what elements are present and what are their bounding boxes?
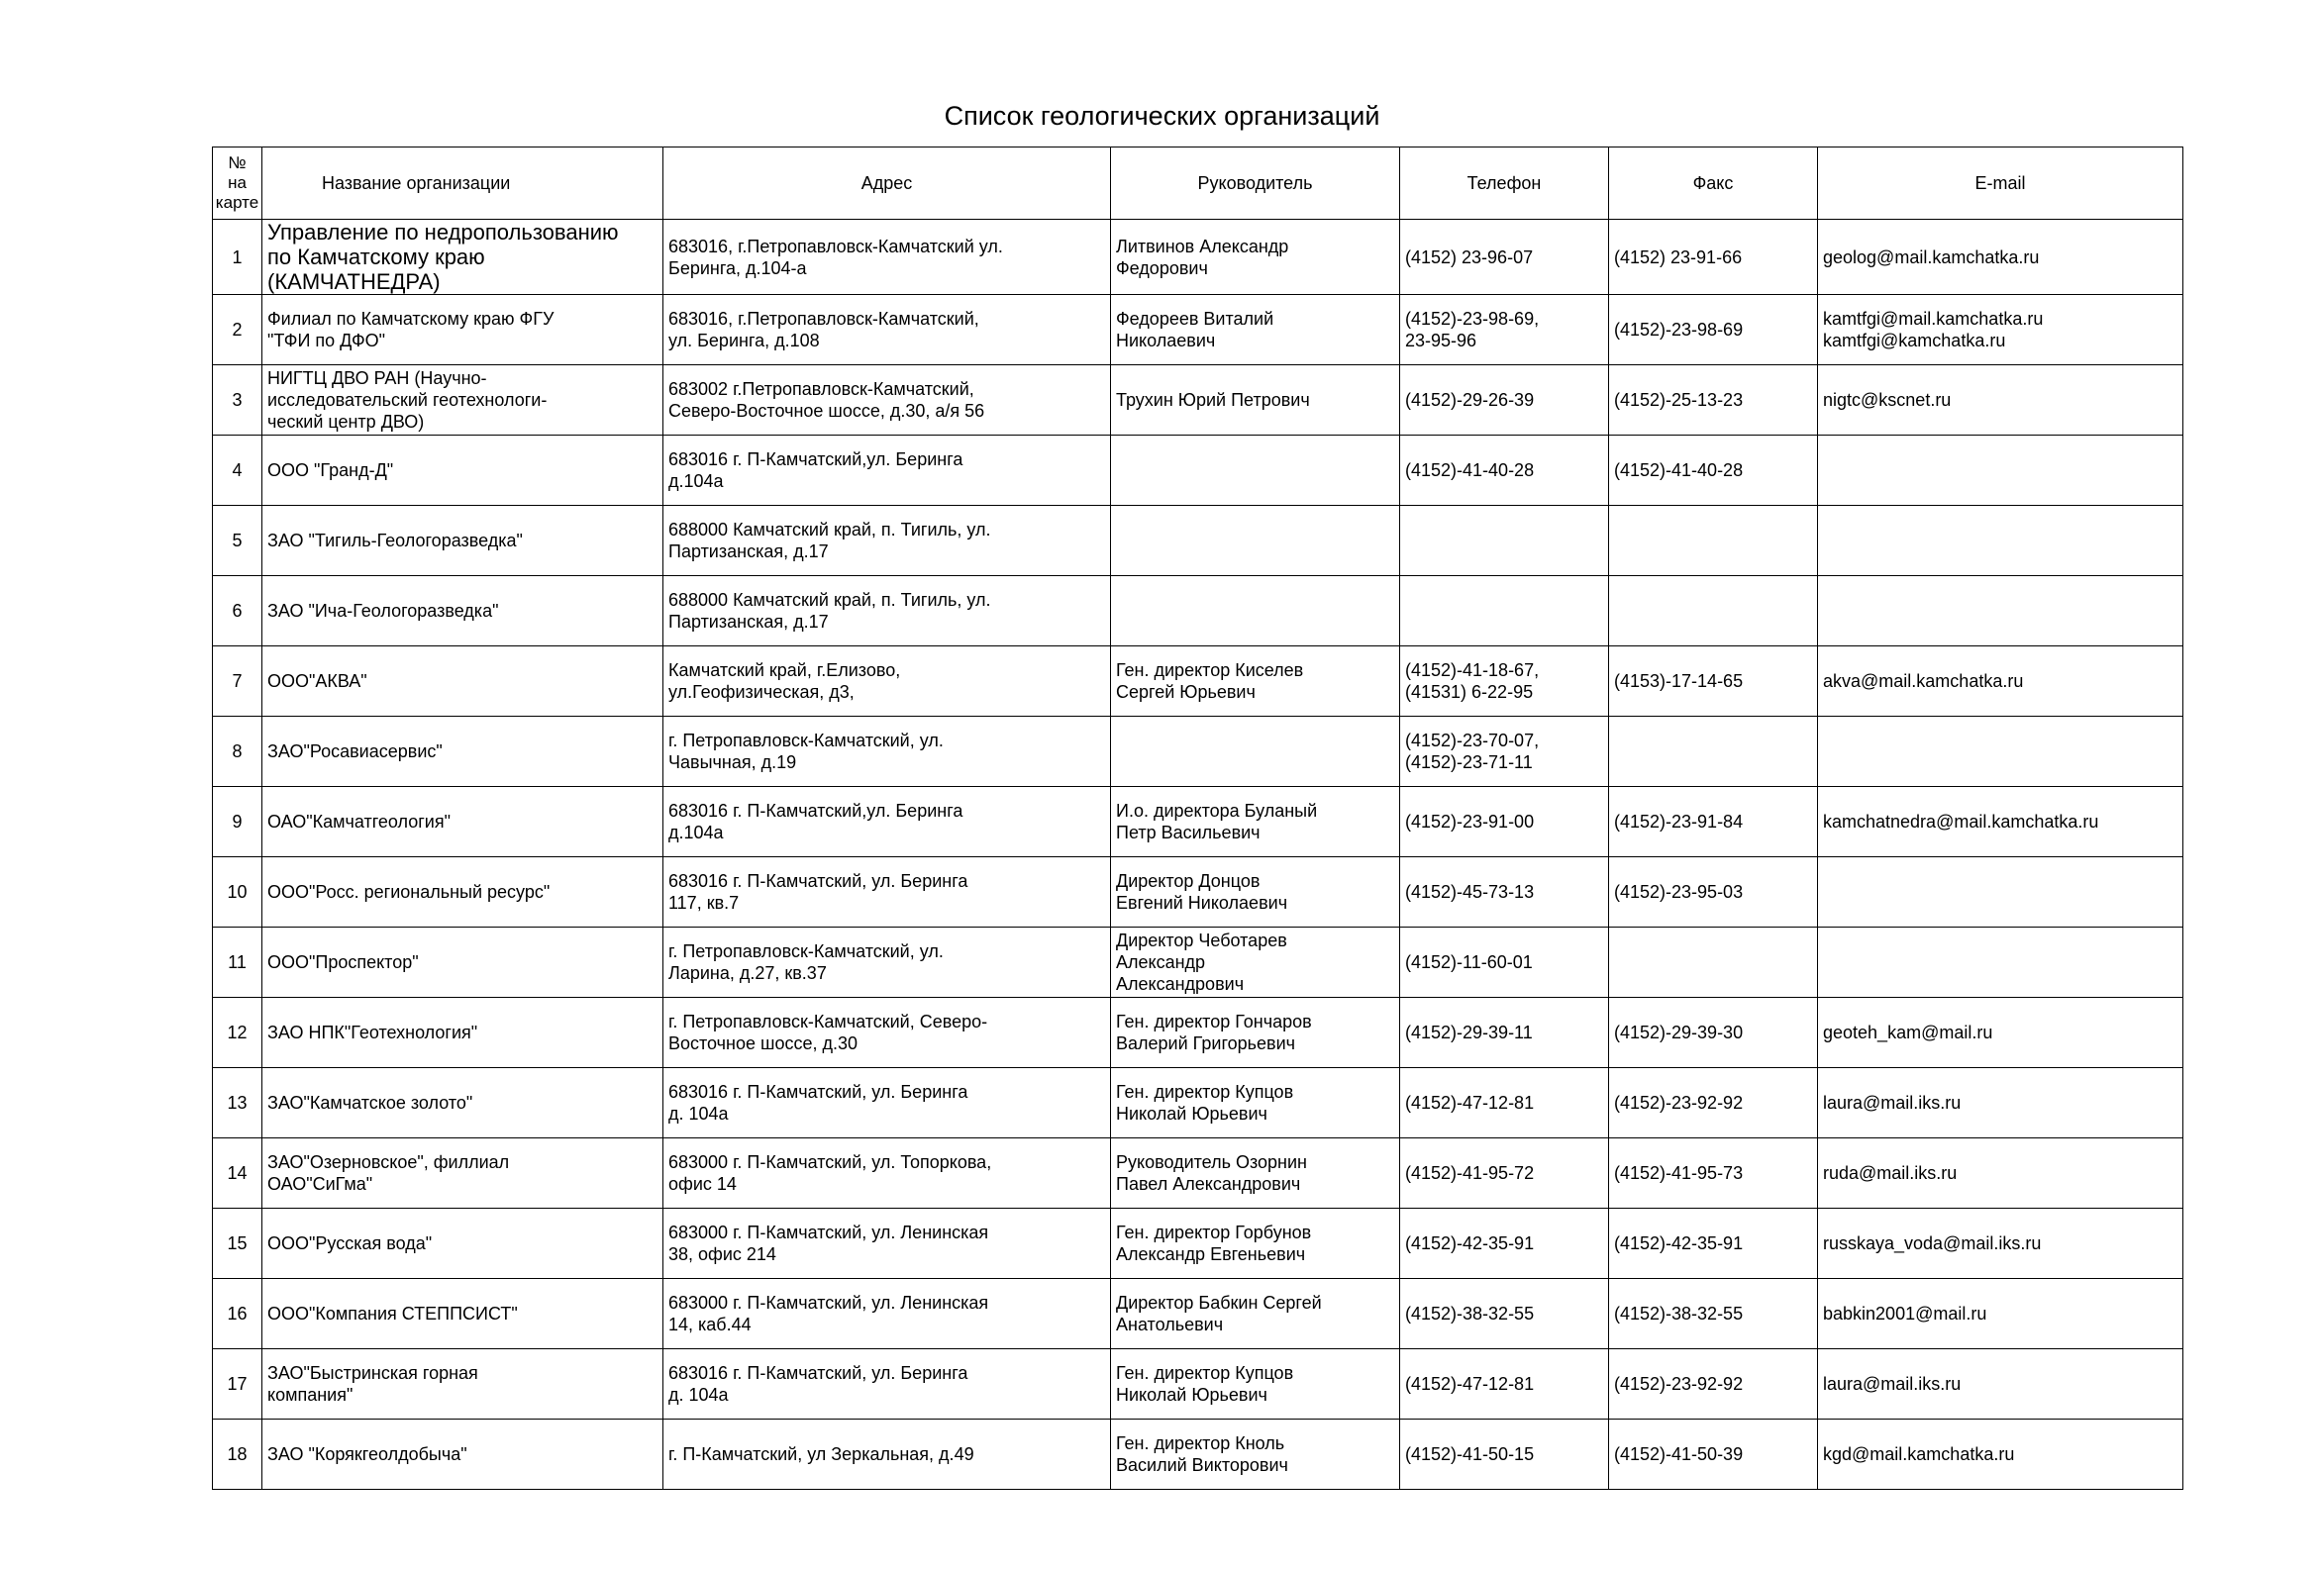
cell-num: 1 xyxy=(213,220,262,295)
cell-fax xyxy=(1609,436,1818,506)
cell-fax xyxy=(1609,576,1818,646)
cell-address-line: Партизанская, д.17 xyxy=(668,541,829,561)
cell-address xyxy=(663,998,1111,1068)
cell-phone-line: (4152)-11-60-01 xyxy=(1405,952,1533,972)
cell-head xyxy=(1111,928,1400,998)
cell-phone xyxy=(1400,365,1609,436)
cell-fax xyxy=(1609,365,1818,436)
cell-num: 3 xyxy=(213,365,262,436)
cell-name xyxy=(262,717,663,787)
cell-name xyxy=(262,295,663,365)
cell-phone-line: (4152)-23-91-00 xyxy=(1405,812,1535,832)
cell-address-line: 117, кв.7 xyxy=(668,893,740,913)
column-header-address: Адрес xyxy=(663,147,1111,220)
cell-address xyxy=(663,928,1111,998)
table-row xyxy=(213,365,2183,436)
cell-head-line: Ген. директор Киселев xyxy=(1116,660,1304,680)
cell-head-line: Анатольевич xyxy=(1116,1315,1224,1334)
cell-name xyxy=(262,1279,663,1349)
cell-name-line: компания" xyxy=(267,1385,354,1405)
organizations-table xyxy=(212,147,2183,1490)
cell-head-line: Литвинов Александр xyxy=(1116,236,1289,256)
cell-name-line: исследовательский геотехнологи- xyxy=(267,390,548,410)
cell-email xyxy=(1818,1068,2183,1138)
cell-email xyxy=(1818,998,2183,1068)
cell-address-line: д.104а xyxy=(668,823,724,842)
cell-head xyxy=(1111,717,1400,787)
table-row xyxy=(213,646,2183,717)
cell-num: 4 xyxy=(213,436,262,506)
cell-email xyxy=(1818,717,2183,787)
column-header-head: Руководитель xyxy=(1111,147,1400,220)
cell-phone xyxy=(1400,220,1609,295)
cell-email xyxy=(1818,857,2183,928)
cell-address-line: Северо-Восточное шоссе, д.30, а/я 56 xyxy=(668,401,985,421)
table-row xyxy=(213,506,2183,576)
cell-name xyxy=(262,787,663,857)
cell-fax-line: (4152)-29-39-30 xyxy=(1614,1023,1744,1042)
table-row xyxy=(213,1138,2183,1209)
cell-email xyxy=(1818,576,2183,646)
cell-name-line: ООО"АКВА" xyxy=(267,671,367,691)
cell-head-line: Директор Донцов xyxy=(1116,871,1261,891)
cell-address-line: Чавычная, д.19 xyxy=(668,752,797,772)
cell-address-line: ул.Геофизическая, д3, xyxy=(668,682,855,702)
cell-fax-line: (4152)-41-40-28 xyxy=(1614,460,1744,480)
cell-fax xyxy=(1609,1138,1818,1209)
cell-address xyxy=(663,1068,1111,1138)
cell-phone-line: (4152)-47-12-81 xyxy=(1405,1374,1535,1394)
cell-address-line: г. Петропавловск-Камчатский, ул. xyxy=(668,941,944,961)
cell-head-line: Ген. директор Купцов xyxy=(1116,1082,1294,1102)
cell-address-line: д. 104а xyxy=(668,1385,729,1405)
cell-name xyxy=(262,928,663,998)
cell-name-line: ОАО"Камчатгеология" xyxy=(267,812,451,832)
cell-phone-line: (4152)-23-71-11 xyxy=(1405,752,1533,772)
cell-phone xyxy=(1400,1138,1609,1209)
cell-name-line: по Камчатскому краю xyxy=(267,245,485,269)
cell-address-line: ул. Беринга, д.108 xyxy=(668,331,820,350)
cell-phone xyxy=(1400,1279,1609,1349)
cell-fax xyxy=(1609,717,1818,787)
cell-phone-line: 23-95-96 xyxy=(1405,331,1477,350)
cell-address-line: г. Петропавловск-Камчатский, Северо- xyxy=(668,1012,988,1031)
cell-fax xyxy=(1609,646,1818,717)
cell-name xyxy=(262,1068,663,1138)
table-row xyxy=(213,1068,2183,1138)
cell-head xyxy=(1111,1138,1400,1209)
cell-name xyxy=(262,857,663,928)
table-row xyxy=(213,576,2183,646)
cell-head-line: Федореев Виталий xyxy=(1116,309,1274,329)
cell-name xyxy=(262,646,663,717)
cell-head xyxy=(1111,365,1400,436)
cell-fax-line: (4152)-25-13-23 xyxy=(1614,390,1744,410)
cell-fax xyxy=(1609,1420,1818,1490)
cell-phone xyxy=(1400,506,1609,576)
cell-name-line: ООО "Гранд-Д" xyxy=(267,460,394,480)
cell-address xyxy=(663,1138,1111,1209)
cell-num: 12 xyxy=(213,998,262,1068)
cell-email xyxy=(1818,1209,2183,1279)
cell-fax-line: (4152)-41-95-73 xyxy=(1614,1163,1744,1183)
cell-head-line: Валерий Григорьевич xyxy=(1116,1033,1296,1053)
cell-email-line: laura@mail.iks.ru xyxy=(1823,1093,1962,1113)
cell-head-line: Евгений Николаевич xyxy=(1116,893,1288,913)
cell-address xyxy=(663,646,1111,717)
cell-head-line: Ген. директор Гончаров xyxy=(1116,1012,1312,1031)
cell-address-line: д. 104а xyxy=(668,1104,729,1124)
cell-head-line: Сергей Юрьевич xyxy=(1116,682,1256,702)
cell-email-line: kamchatnedra@mail.kamchatka.ru xyxy=(1823,812,2099,832)
cell-fax xyxy=(1609,220,1818,295)
cell-phone-line: (4152)-47-12-81 xyxy=(1405,1093,1535,1113)
cell-phone-line: (4152)-41-40-28 xyxy=(1405,460,1535,480)
cell-head-line: Руководитель Озорнин xyxy=(1116,1152,1307,1172)
cell-fax-line: (4152)-23-98-69 xyxy=(1614,320,1744,340)
table-row xyxy=(213,857,2183,928)
cell-fax xyxy=(1609,787,1818,857)
table-row xyxy=(213,1349,2183,1420)
cell-address-line: Камчатский край, г.Елизово, xyxy=(668,660,901,680)
cell-fax-line: (4152)-23-91-84 xyxy=(1614,812,1744,832)
cell-address xyxy=(663,1209,1111,1279)
cell-name-line: ООО"Русская вода" xyxy=(267,1233,433,1253)
cell-fax xyxy=(1609,1279,1818,1349)
cell-name-line: ООО"Компания СТЕППСИСТ" xyxy=(267,1304,518,1324)
cell-phone-line: (4152)-29-39-11 xyxy=(1405,1023,1533,1042)
cell-email-line: ruda@mail.iks.ru xyxy=(1823,1163,1958,1183)
cell-head-line: Александрович xyxy=(1116,974,1245,994)
cell-email-line: kamtfgi@mail.kamchatka.ru xyxy=(1823,309,2044,329)
column-header-num-line: на xyxy=(228,173,247,192)
cell-address xyxy=(663,717,1111,787)
cell-phone xyxy=(1400,857,1609,928)
cell-email xyxy=(1818,1420,2183,1490)
cell-email xyxy=(1818,1279,2183,1349)
cell-address-line: 688000 Камчатский край, п. Тигиль, ул. xyxy=(668,590,991,610)
cell-num: 9 xyxy=(213,787,262,857)
cell-head xyxy=(1111,787,1400,857)
cell-name xyxy=(262,1138,663,1209)
cell-head-line: Ген. директор Кноль xyxy=(1116,1433,1285,1453)
cell-phone-line: (4152)-38-32-55 xyxy=(1405,1304,1535,1324)
cell-head xyxy=(1111,220,1400,295)
table-row xyxy=(213,787,2183,857)
cell-name-line: НИГТЦ ДВО РАН (Научно- xyxy=(267,368,487,388)
cell-fax xyxy=(1609,998,1818,1068)
cell-name-line: ОАО"СиГма" xyxy=(267,1174,373,1194)
cell-head xyxy=(1111,1209,1400,1279)
cell-phone-line: (4152)-41-18-67, xyxy=(1405,660,1540,680)
cell-address-line: 683000 г. П-Камчатский, ул. Ленинская xyxy=(668,1293,989,1313)
cell-phone xyxy=(1400,928,1609,998)
cell-num: 13 xyxy=(213,1068,262,1138)
cell-name-line: ческий центр ДВО) xyxy=(267,412,425,432)
cell-email-line: babkin2001@mail.ru xyxy=(1823,1304,1987,1324)
cell-num: 8 xyxy=(213,717,262,787)
cell-phone xyxy=(1400,787,1609,857)
cell-head xyxy=(1111,295,1400,365)
cell-address xyxy=(663,506,1111,576)
cell-num: 18 xyxy=(213,1420,262,1490)
cell-phone xyxy=(1400,1068,1609,1138)
cell-num: 16 xyxy=(213,1279,262,1349)
cell-address-line: Беринга, д.104-а xyxy=(668,257,807,278)
cell-num: 14 xyxy=(213,1138,262,1209)
cell-num: 10 xyxy=(213,857,262,928)
cell-fax-line: (4152) 23-91-66 xyxy=(1614,246,1743,267)
cell-head-line: Александр Евгеньевич xyxy=(1116,1244,1306,1264)
cell-address-line: 38, офис 214 xyxy=(668,1244,776,1264)
column-header-name: Название организации xyxy=(262,147,663,220)
cell-name-line: ЗАО "Ича-Геологоразведка" xyxy=(267,601,499,621)
cell-email xyxy=(1818,787,2183,857)
cell-name-line: Филиал по Камчатскому краю ФГУ xyxy=(267,309,555,329)
cell-num: 5 xyxy=(213,506,262,576)
cell-address xyxy=(663,857,1111,928)
cell-fax xyxy=(1609,506,1818,576)
cell-num: 11 xyxy=(213,928,262,998)
cell-address xyxy=(663,1349,1111,1420)
cell-phone-line: (4152) 23-96-07 xyxy=(1405,246,1534,267)
cell-address-line: Партизанская, д.17 xyxy=(668,612,829,632)
cell-address-line: 683016 г. П-Камчатский, ул. Беринга xyxy=(668,1363,968,1383)
cell-num: 6 xyxy=(213,576,262,646)
cell-name-line: ЗАО"Камчатское золото" xyxy=(267,1093,473,1113)
table-header-row xyxy=(213,147,2183,220)
cell-fax xyxy=(1609,1068,1818,1138)
cell-head xyxy=(1111,857,1400,928)
cell-email xyxy=(1818,365,2183,436)
cell-address xyxy=(663,365,1111,436)
cell-head-line: Ген. директор Купцов xyxy=(1116,1363,1294,1383)
cell-fax-line: (4152)-42-35-91 xyxy=(1614,1233,1744,1253)
cell-phone-line: (41531) 6-22-95 xyxy=(1405,682,1534,702)
cell-fax xyxy=(1609,295,1818,365)
cell-phone xyxy=(1400,646,1609,717)
cell-address xyxy=(663,436,1111,506)
cell-name xyxy=(262,436,663,506)
cell-address-line: 688000 Камчатский край, п. Тигиль, ул. xyxy=(668,520,991,540)
cell-phone-line: (4152)-42-35-91 xyxy=(1405,1233,1535,1253)
cell-head xyxy=(1111,436,1400,506)
cell-address-line: 683000 г. П-Камчатский, ул. Топоркова, xyxy=(668,1152,992,1172)
cell-email-line: akva@mail.kamchatka.ru xyxy=(1823,671,2024,691)
column-header-num xyxy=(213,147,262,220)
cell-name xyxy=(262,998,663,1068)
cell-head-line: Директор Чеботарев xyxy=(1116,931,1287,950)
cell-phone xyxy=(1400,576,1609,646)
cell-address-line: 683016 г. П-Камчатский, ул. Беринга xyxy=(668,871,968,891)
cell-phone-line: (4152)-41-95-72 xyxy=(1405,1163,1535,1183)
cell-fax-line: (4152)-41-50-39 xyxy=(1614,1444,1744,1464)
cell-phone xyxy=(1400,295,1609,365)
cell-address-line: 683016 г. П-Камчатский,ул. Беринга xyxy=(668,449,963,469)
cell-address-line: 683000 г. П-Камчатский, ул. Ленинская xyxy=(668,1223,989,1242)
cell-address-line: Восточное шоссе, д.30 xyxy=(668,1033,859,1053)
table-row xyxy=(213,220,2183,295)
cell-address xyxy=(663,576,1111,646)
cell-address xyxy=(663,295,1111,365)
cell-head-line: Трухин Юрий Петрович xyxy=(1116,390,1310,410)
cell-fax xyxy=(1609,1349,1818,1420)
cell-phone xyxy=(1400,1349,1609,1420)
table-row xyxy=(213,928,2183,998)
cell-name-line: ЗАО"Озерновское", филлиал xyxy=(267,1152,510,1172)
table-body xyxy=(213,220,2183,1490)
cell-address-line: 683002 г.Петропавловск-Камчатский, xyxy=(668,379,974,399)
cell-head xyxy=(1111,1279,1400,1349)
cell-fax-line: (4152)-23-95-03 xyxy=(1614,882,1744,902)
cell-address-line: 683016, г.Петропавловск-Камчатский, xyxy=(668,309,979,329)
cell-address-line: Ларина, д.27, кв.37 xyxy=(668,963,827,983)
cell-name-line: ЗАО"Быстринская горная xyxy=(267,1363,478,1383)
cell-head xyxy=(1111,1349,1400,1420)
cell-head-line: Николай Юрьевич xyxy=(1116,1385,1267,1405)
column-header-email: E-mail xyxy=(1818,147,2183,220)
cell-email xyxy=(1818,220,2183,295)
cell-phone-line: (4152)-45-73-13 xyxy=(1405,882,1535,902)
cell-phone-line: (4152)-29-26-39 xyxy=(1405,390,1535,410)
cell-head-line: Павел Александрович xyxy=(1116,1174,1301,1194)
cell-address xyxy=(663,1279,1111,1349)
table-row xyxy=(213,998,2183,1068)
cell-fax xyxy=(1609,857,1818,928)
cell-num: 15 xyxy=(213,1209,262,1279)
cell-email-line: kgd@mail.kamchatka.ru xyxy=(1823,1444,2015,1464)
cell-name-line: ЗАО "Корякгеолдобыча" xyxy=(267,1444,467,1464)
cell-email xyxy=(1818,928,2183,998)
cell-email xyxy=(1818,646,2183,717)
cell-address-line: 683016, г.Петропавловск-Камчатский ул. xyxy=(668,236,1003,256)
cell-fax-line: (4152)-23-92-92 xyxy=(1614,1093,1744,1113)
cell-phone xyxy=(1400,717,1609,787)
cell-name xyxy=(262,1209,663,1279)
cell-head-line: Василий Викторович xyxy=(1116,1455,1288,1475)
cell-phone xyxy=(1400,998,1609,1068)
cell-name xyxy=(262,220,663,295)
cell-name xyxy=(262,1349,663,1420)
cell-name xyxy=(262,576,663,646)
cell-name-line: (КАМЧАТНЕДРА) xyxy=(267,269,441,294)
cell-address-line: д.104а xyxy=(668,471,724,491)
cell-head-line: И.о. директора Буланый xyxy=(1116,801,1318,821)
cell-address-line: 683016 г. П-Камчатский,ул. Беринга xyxy=(668,801,963,821)
cell-fax-line: (4153)-17-14-65 xyxy=(1614,671,1744,691)
cell-head-line: Александр xyxy=(1116,952,1206,972)
table-row xyxy=(213,1420,2183,1490)
cell-head xyxy=(1111,646,1400,717)
table-row xyxy=(213,1209,2183,1279)
cell-num: 7 xyxy=(213,646,262,717)
cell-name xyxy=(262,365,663,436)
cell-address xyxy=(663,1420,1111,1490)
cell-fax-line: (4152)-23-92-92 xyxy=(1614,1374,1744,1394)
table-row xyxy=(213,436,2183,506)
cell-head-line: Николаевич xyxy=(1116,331,1216,350)
cell-phone xyxy=(1400,436,1609,506)
cell-fax xyxy=(1609,1209,1818,1279)
cell-phone-line: (4152)-41-50-15 xyxy=(1405,1444,1535,1464)
cell-address-line: г. Петропавловск-Камчатский, ул. xyxy=(668,731,944,750)
cell-name-line: ООО"Проспектор" xyxy=(267,952,419,972)
cell-name-line: Управление по недропользованию xyxy=(267,220,619,245)
cell-address xyxy=(663,220,1111,295)
cell-name-line: ЗАО"Росавиасервис" xyxy=(267,741,443,761)
table-row xyxy=(213,295,2183,365)
cell-head xyxy=(1111,1068,1400,1138)
cell-address xyxy=(663,787,1111,857)
cell-head-line: Ген. директор Горбунов xyxy=(1116,1223,1312,1242)
cell-name-line: ЗАО НПК"Геотехнология" xyxy=(267,1023,478,1042)
cell-address-line: 683016 г. П-Камчатский, ул. Беринга xyxy=(668,1082,968,1102)
column-header-num-line: карте xyxy=(215,193,259,212)
cell-head-line: Петр Васильевич xyxy=(1116,823,1261,842)
cell-email-line: laura@mail.iks.ru xyxy=(1823,1374,1962,1394)
cell-fax-line: (4152)-38-32-55 xyxy=(1614,1304,1744,1324)
cell-email xyxy=(1818,436,2183,506)
cell-name-line: ЗАО "Тигиль-Геологоразведка" xyxy=(267,531,523,550)
cell-email xyxy=(1818,506,2183,576)
cell-head-line: Директор Бабкин Сергей xyxy=(1116,1293,1322,1313)
cell-name-line: "ТФИ по ДФО" xyxy=(267,331,386,350)
cell-name xyxy=(262,506,663,576)
table-row xyxy=(213,717,2183,787)
cell-head xyxy=(1111,576,1400,646)
cell-email-line: russkaya_voda@mail.iks.ru xyxy=(1823,1233,2042,1253)
cell-email-line: kamtfgi@kamchatka.ru xyxy=(1823,331,2006,350)
cell-email xyxy=(1818,1138,2183,1209)
cell-name xyxy=(262,1420,663,1490)
cell-email xyxy=(1818,1349,2183,1420)
cell-head xyxy=(1111,506,1400,576)
cell-phone xyxy=(1400,1209,1609,1279)
cell-head-line: Федорович xyxy=(1116,257,1208,278)
cell-phone xyxy=(1400,1420,1609,1490)
column-header-phone: Телефон xyxy=(1400,147,1609,220)
cell-phone-line: (4152)-23-98-69, xyxy=(1405,309,1540,329)
cell-name-line: ООО"Росс. региональный ресурс" xyxy=(267,882,551,902)
cell-head xyxy=(1111,1420,1400,1490)
cell-email-line: geoteh_kam@mail.ru xyxy=(1823,1023,1993,1042)
cell-email-line: nigtc@kscnet.ru xyxy=(1823,390,1952,410)
column-header-num-line: № xyxy=(228,153,247,172)
column-header-fax: Факс xyxy=(1609,147,1818,220)
cell-fax xyxy=(1609,928,1818,998)
table-row xyxy=(213,1279,2183,1349)
page-title: Список геологических организаций xyxy=(944,101,1380,131)
cell-address-line: г. П-Камчатский, ул Зеркальная, д.49 xyxy=(668,1444,974,1464)
cell-num: 17 xyxy=(213,1349,262,1420)
cell-email-line: geolog@mail.kamchatka.ru xyxy=(1823,246,2040,267)
cell-head xyxy=(1111,998,1400,1068)
cell-address-line: офис 14 xyxy=(668,1174,737,1194)
cell-email xyxy=(1818,295,2183,365)
cell-address-line: 14, каб.44 xyxy=(668,1315,752,1334)
cell-num: 2 xyxy=(213,295,262,365)
cell-phone-line: (4152)-23-70-07, xyxy=(1405,731,1540,750)
cell-head-line: Николай Юрьевич xyxy=(1116,1104,1267,1124)
